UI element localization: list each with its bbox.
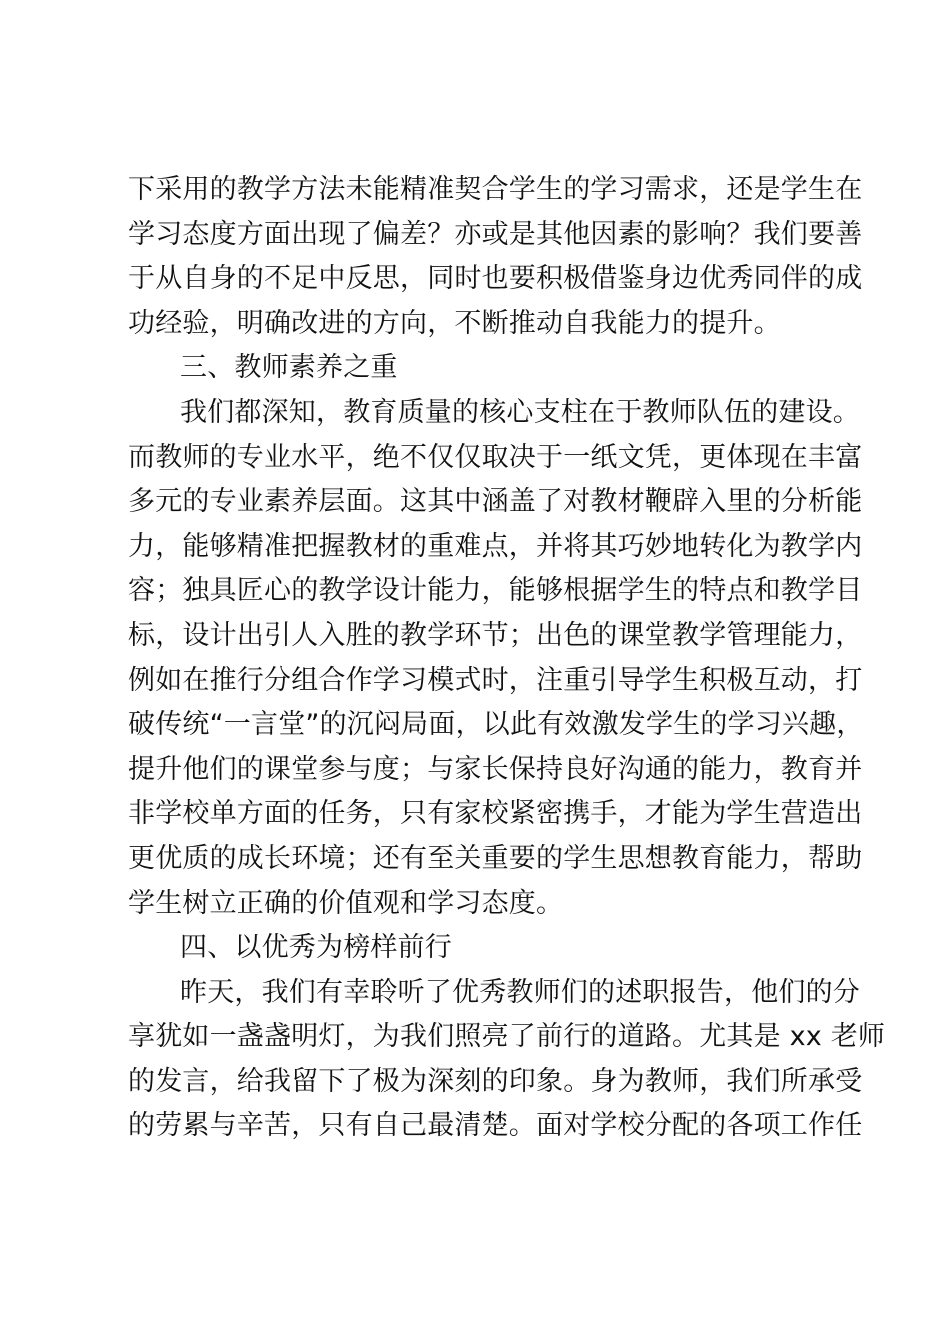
text-line: 的发言，给我留下了极为深刻的印象。身为教师，我们所承受: [128, 1065, 863, 1097]
text-line: 于从自身的不足中反思，同时也要积极借鉴身边优秀同伴的成: [128, 263, 863, 295]
text-line: 我们都深知，教育质量的核心支柱在于教师队伍的建设。: [180, 396, 860, 428]
section-heading-4: 四、以优秀为榜样前行: [180, 932, 452, 964]
text-line: 更优质的成长环境；还有至关重要的学生思想教育能力，帮助: [128, 842, 863, 874]
text-line: 标，设计出引人入胜的教学环节；出色的课堂教学管理能力，: [128, 619, 863, 651]
text-line: 而教师的专业水平，绝不仅仅取决于一纸文凭，更体现在丰富: [128, 441, 863, 473]
text-line: 的劳累与辛苦，只有自己最清楚。面对学校分配的各项工作任: [128, 1110, 863, 1142]
text-line: 例如在推行分组合作学习模式时，注重引导学生积极互动，打: [128, 664, 863, 696]
text-line: 学生树立正确的价值观和学习态度。: [128, 887, 564, 919]
text-line: 破传统“一言堂”的沉闷局面，以此有效激发学生的学习兴趣，: [128, 709, 864, 741]
text-line: 下采用的教学方法未能精准契合学生的学习需求，还是学生在: [128, 174, 863, 205]
text-line: 多元的专业素养层面。这其中涵盖了对教材鞭辟入里的分析能: [128, 486, 863, 518]
text-line: 容；独具匠心的教学设计能力，能够根据学生的特点和教学目: [128, 575, 863, 607]
text-line: 力，能够精准把握教材的重难点，并将其巧妙地转化为教学内: [128, 530, 863, 562]
text-line: 非学校单方面的任务，只有家校紧密携手，才能为学生营造出: [128, 798, 863, 830]
text-line: 享犹如一盏盏明灯，为我们照亮了前行的道路。尤其是 xx 老师: [128, 1021, 886, 1053]
text-line: 昨天，我们有幸聆听了优秀教师们的述职报告，他们的分: [180, 976, 860, 1008]
text-line: 功经验，明确改进的方向，不断推动自我能力的提升。: [128, 307, 781, 339]
text-line: 提升他们的课堂参与度；与家长保持良好沟通的能力，教育并: [128, 753, 863, 785]
section-heading-3: 三、教师素养之重: [180, 352, 398, 384]
text-line: 学习态度方面出现了偏差？亦或是其他因素的影响？我们要善: [128, 218, 863, 250]
document-body: [128, 168, 886, 1149]
